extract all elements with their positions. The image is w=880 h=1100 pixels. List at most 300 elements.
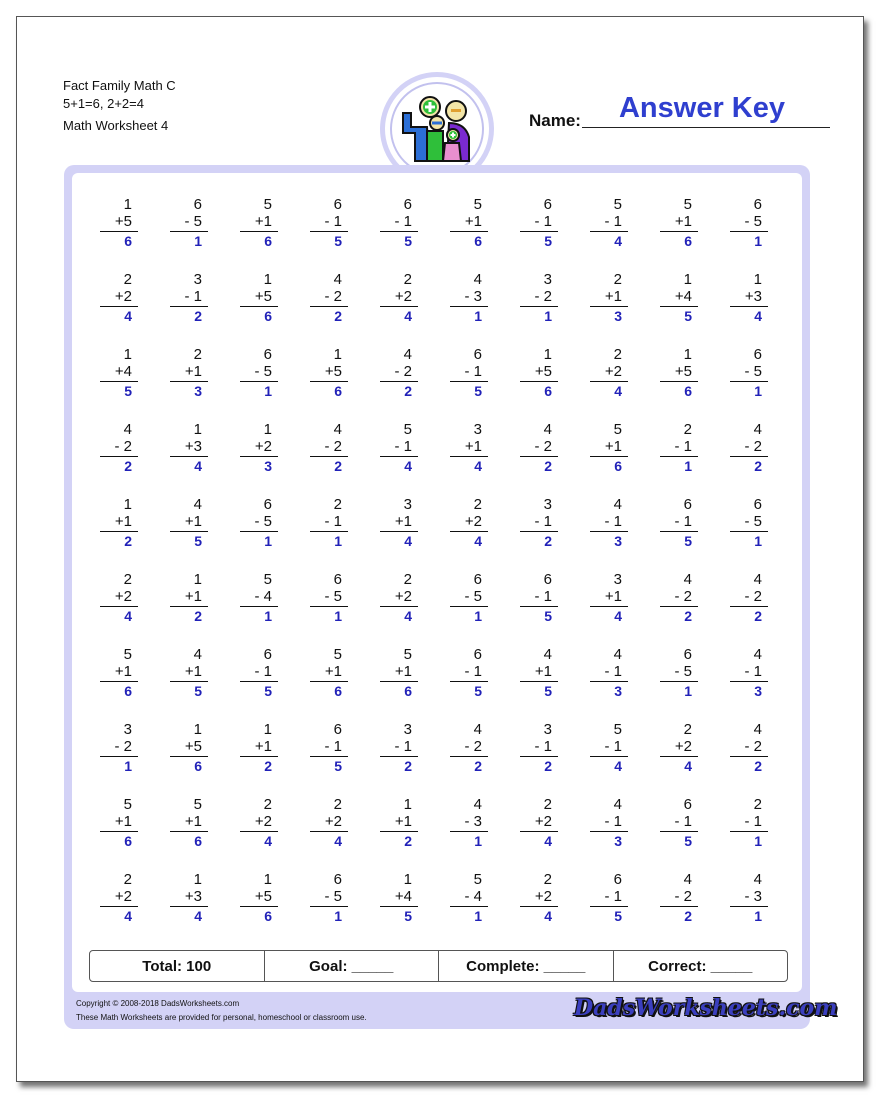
problem-answer: 6	[544, 383, 552, 399]
problem-top-number: 6	[753, 496, 762, 513]
answer-key-title: Answer Key	[618, 92, 785, 124]
math-problem	[236, 271, 282, 325]
math-problem	[236, 721, 282, 775]
math-problem	[446, 271, 492, 325]
problem-top-number: 6	[333, 871, 342, 888]
problem-operand: +4	[674, 288, 692, 305]
math-problem	[656, 421, 702, 475]
problem-answer: 1	[474, 308, 482, 324]
problem-top-number: 1	[403, 871, 412, 888]
problem-answer: 5	[614, 908, 622, 924]
problem-answer: 4	[264, 833, 272, 849]
problem-answer: 6	[264, 908, 272, 924]
problem-operand: +1	[184, 363, 202, 380]
problem-top-number: 6	[263, 496, 272, 513]
problem-answer: 1	[334, 608, 342, 624]
problem-operand: - 5	[254, 363, 272, 380]
problem-answer: 6	[194, 758, 202, 774]
problem-answer: 1	[754, 533, 762, 549]
problem-answer: 5	[544, 683, 552, 699]
problem-top-number: 4	[473, 796, 482, 813]
worksheet-title: Fact Family Math C	[63, 78, 176, 93]
problem-answer: 4	[404, 308, 412, 324]
problem-operand: +1	[604, 438, 622, 455]
problem-top-number: 3	[123, 721, 132, 738]
problem-answer: 2	[334, 308, 342, 324]
problem-operand: - 1	[324, 738, 342, 755]
math-problem	[376, 421, 422, 475]
problem-top-number: 5	[613, 196, 622, 213]
problem-top-number: 6	[333, 196, 342, 213]
problem-operand: - 5	[184, 213, 202, 230]
math-problem	[656, 796, 702, 850]
problem-operand: +2	[114, 288, 132, 305]
math-problem	[446, 421, 492, 475]
problem-operand: - 2	[534, 288, 552, 305]
problem-operand: - 3	[464, 813, 482, 830]
problem-operand: - 2	[674, 888, 692, 905]
math-problem	[586, 796, 632, 850]
problem-top-number: 6	[543, 571, 552, 588]
problem-top-number: 1	[263, 271, 272, 288]
problem-answer: 6	[684, 383, 692, 399]
math-problem	[306, 346, 352, 400]
problem-answer: 5	[334, 233, 342, 249]
problem-operand: - 4	[464, 888, 482, 905]
problem-answer: 2	[754, 458, 762, 474]
problem-top-number: 5	[683, 196, 692, 213]
math-problem	[516, 721, 562, 775]
problem-top-number: 5	[613, 721, 622, 738]
problem-answer: 2	[194, 308, 202, 324]
problem-answer: 6	[474, 233, 482, 249]
math-problem	[656, 646, 702, 700]
problem-answer: 6	[264, 308, 272, 324]
problem-top-number: 1	[263, 421, 272, 438]
problem-operand: - 2	[534, 438, 552, 455]
problem-answer: 4	[404, 533, 412, 549]
problem-top-number: 6	[753, 196, 762, 213]
problem-operand: +2	[114, 588, 132, 605]
math-problem	[236, 196, 282, 250]
math-problem	[726, 496, 772, 550]
problem-operand: +3	[744, 288, 762, 305]
math-problem	[96, 871, 142, 925]
problem-answer: 5	[684, 833, 692, 849]
math-problem	[166, 571, 212, 625]
problem-operand: - 2	[114, 738, 132, 755]
problem-top-number: 4	[753, 571, 762, 588]
math-problem	[306, 646, 352, 700]
math-problem	[586, 496, 632, 550]
problem-answer: 1	[544, 308, 552, 324]
problem-operand: +1	[184, 513, 202, 530]
problem-operand: +5	[184, 738, 202, 755]
worksheet-subtitle: 5+1=6, 2+2=4	[63, 96, 144, 111]
problem-operand: - 1	[674, 813, 692, 830]
problem-answer: 1	[264, 533, 272, 549]
problem-operand: +1	[114, 663, 132, 680]
problem-operand: - 1	[604, 813, 622, 830]
problem-operand: +1	[324, 663, 342, 680]
problem-top-number: 1	[193, 721, 202, 738]
problem-top-number: 2	[123, 571, 132, 588]
problem-operand: - 1	[534, 213, 552, 230]
problem-top-number: 6	[263, 646, 272, 663]
problem-top-number: 1	[683, 346, 692, 363]
problem-answer: 4	[124, 908, 132, 924]
problem-top-number: 5	[263, 571, 272, 588]
problem-top-number: 2	[753, 796, 762, 813]
math-problem	[586, 721, 632, 775]
problem-top-number: 3	[403, 496, 412, 513]
problem-answer: 5	[124, 383, 132, 399]
problem-answer: 1	[754, 833, 762, 849]
math-problem	[446, 346, 492, 400]
problem-operand: - 4	[254, 588, 272, 605]
problem-operand: - 1	[184, 288, 202, 305]
problem-top-number: 1	[123, 346, 132, 363]
problem-operand: - 3	[744, 888, 762, 905]
math-problem	[726, 346, 772, 400]
math-problem	[236, 646, 282, 700]
problem-operand: +1	[114, 513, 132, 530]
problem-answer: 1	[334, 908, 342, 924]
math-problem	[516, 496, 562, 550]
problem-top-number: 4	[753, 871, 762, 888]
problem-answer: 3	[614, 833, 622, 849]
problem-operand: - 1	[464, 363, 482, 380]
problem-answer: 5	[544, 608, 552, 624]
problem-top-number: 1	[193, 421, 202, 438]
math-problem	[516, 571, 562, 625]
math-problem	[726, 421, 772, 475]
problem-operand: - 1	[394, 738, 412, 755]
problem-answer: 4	[124, 608, 132, 624]
math-problem	[306, 421, 352, 475]
problem-operand: - 1	[604, 213, 622, 230]
problem-operand: - 2	[394, 363, 412, 380]
math-problem	[586, 421, 632, 475]
math-problem	[376, 796, 422, 850]
problem-answer: 6	[124, 833, 132, 849]
problem-answer: 5	[474, 683, 482, 699]
problem-operand: - 1	[674, 438, 692, 455]
math-problem	[236, 496, 282, 550]
problem-top-number: 1	[193, 871, 202, 888]
problem-operand: - 5	[674, 663, 692, 680]
math-problem	[726, 196, 772, 250]
math-problem	[446, 196, 492, 250]
problem-top-number: 2	[123, 871, 132, 888]
problem-top-number: 6	[473, 571, 482, 588]
problem-operand: - 1	[604, 738, 622, 755]
math-problem	[166, 646, 212, 700]
problem-operand: - 5	[324, 588, 342, 605]
problem-top-number: 5	[403, 421, 412, 438]
problem-answer: 6	[194, 833, 202, 849]
math-problem	[586, 646, 632, 700]
problem-top-number: 1	[263, 871, 272, 888]
problem-operand: - 1	[324, 213, 342, 230]
problem-operand: +2	[534, 888, 552, 905]
problem-operand: +5	[254, 888, 272, 905]
math-problem	[516, 421, 562, 475]
problem-operand: +1	[394, 513, 412, 530]
problem-top-number: 1	[333, 346, 342, 363]
math-problem	[96, 721, 142, 775]
problem-answer: 4	[614, 608, 622, 624]
problem-answer: 3	[194, 383, 202, 399]
problem-operand: - 1	[674, 513, 692, 530]
problem-operand: +1	[254, 213, 272, 230]
math-problem	[96, 571, 142, 625]
problem-operand: - 1	[534, 738, 552, 755]
math-problem	[236, 871, 282, 925]
problem-top-number: 5	[403, 646, 412, 663]
problem-answer: 6	[684, 233, 692, 249]
math-problem	[376, 721, 422, 775]
problem-top-number: 2	[683, 721, 692, 738]
problem-answer: 4	[684, 758, 692, 774]
problem-answer: 2	[124, 458, 132, 474]
problem-answer: 5	[474, 383, 482, 399]
math-problem	[376, 871, 422, 925]
problem-answer: 2	[334, 458, 342, 474]
problem-operand: - 2	[744, 588, 762, 605]
problem-answer: 2	[684, 908, 692, 924]
problem-operand: - 1	[534, 513, 552, 530]
problem-answer: 1	[474, 908, 482, 924]
problem-operand: +2	[254, 813, 272, 830]
problem-top-number: 6	[613, 871, 622, 888]
goal-field[interactable]: Goal: _____	[264, 951, 439, 981]
problem-top-number: 4	[753, 646, 762, 663]
problem-top-number: 4	[543, 646, 552, 663]
problem-operand: +1	[114, 813, 132, 830]
math-problem	[236, 421, 282, 475]
math-problem	[306, 571, 352, 625]
problem-top-number: 6	[753, 346, 762, 363]
math-problem	[236, 571, 282, 625]
copyright-text: Copyright © 2008-2018 DadsWorksheets.com	[76, 999, 240, 1008]
problem-operand: - 1	[464, 663, 482, 680]
problem-answer: 3	[614, 683, 622, 699]
problem-operand: - 1	[534, 588, 552, 605]
math-problem	[726, 646, 772, 700]
problem-top-number: 4	[753, 421, 762, 438]
math-problem	[656, 346, 702, 400]
problem-top-number: 3	[543, 271, 552, 288]
problem-operand: +2	[394, 588, 412, 605]
math-problem	[516, 271, 562, 325]
problem-operand: - 2	[464, 738, 482, 755]
problem-answer: 2	[124, 533, 132, 549]
problem-top-number: 1	[543, 346, 552, 363]
math-problem	[376, 571, 422, 625]
problem-operand: +5	[324, 363, 342, 380]
math-problem	[446, 871, 492, 925]
math-problem	[376, 496, 422, 550]
math-problem	[656, 496, 702, 550]
problem-operand: - 2	[744, 738, 762, 755]
math-problem	[446, 721, 492, 775]
problem-operand: - 5	[744, 513, 762, 530]
problem-operand: +2	[324, 813, 342, 830]
problem-top-number: 4	[753, 721, 762, 738]
problem-answer: 1	[684, 683, 692, 699]
worksheet-number: Math Worksheet 4	[63, 118, 169, 133]
math-problem	[516, 871, 562, 925]
problem-top-number: 1	[193, 571, 202, 588]
problem-top-number: 4	[683, 871, 692, 888]
problem-top-number: 2	[613, 271, 622, 288]
math-problem	[516, 646, 562, 700]
problem-top-number: 4	[403, 346, 412, 363]
name-label: Name:	[529, 111, 581, 130]
problem-answer: 2	[474, 758, 482, 774]
problem-top-number: 5	[123, 796, 132, 813]
problem-answer: 5	[194, 683, 202, 699]
problem-top-number: 6	[543, 196, 552, 213]
problem-answer: 2	[754, 608, 762, 624]
problem-top-number: 2	[263, 796, 272, 813]
problem-top-number: 4	[613, 646, 622, 663]
problem-answer: 3	[264, 458, 272, 474]
problem-top-number: 2	[403, 571, 412, 588]
math-problem	[376, 196, 422, 250]
problem-operand: - 1	[254, 663, 272, 680]
problem-answer: 1	[474, 608, 482, 624]
problem-operand: +2	[114, 888, 132, 905]
problem-operand: +3	[184, 888, 202, 905]
problem-operand: +1	[184, 588, 202, 605]
problem-top-number: 2	[333, 796, 342, 813]
problem-top-number: 6	[473, 346, 482, 363]
problem-operand: +1	[184, 663, 202, 680]
problem-top-number: 1	[403, 796, 412, 813]
problem-answer: 2	[684, 608, 692, 624]
problem-answer: 5	[684, 533, 692, 549]
math-problem	[726, 871, 772, 925]
math-problem	[236, 796, 282, 850]
math-problem	[446, 646, 492, 700]
problem-operand: +5	[254, 288, 272, 305]
math-problem	[656, 721, 702, 775]
problem-top-number: 6	[193, 196, 202, 213]
math-problem	[586, 196, 632, 250]
math-problem	[306, 796, 352, 850]
math-problem	[306, 496, 352, 550]
problem-answer: 2	[544, 533, 552, 549]
problem-top-number: 6	[683, 496, 692, 513]
problem-top-number: 4	[333, 421, 342, 438]
problem-answer: 6	[334, 683, 342, 699]
math-problem	[516, 196, 562, 250]
problem-answer: 1	[124, 758, 132, 774]
problem-top-number: 6	[683, 796, 692, 813]
problem-top-number: 2	[403, 271, 412, 288]
problem-answer: 1	[684, 458, 692, 474]
math-problem	[376, 271, 422, 325]
problem-answer: 5	[194, 533, 202, 549]
problem-top-number: 5	[263, 196, 272, 213]
problem-operand: +4	[394, 888, 412, 905]
problem-top-number: 1	[683, 271, 692, 288]
problem-top-number: 1	[263, 721, 272, 738]
problem-top-number: 2	[123, 271, 132, 288]
problem-operand: +1	[604, 288, 622, 305]
usage-note: These Math Worksheets are provided for personal, homeschool or classroom use.	[76, 1013, 367, 1022]
problem-top-number: 2	[473, 496, 482, 513]
problem-operand: - 1	[604, 513, 622, 530]
math-problem	[656, 571, 702, 625]
problem-answer: 2	[544, 458, 552, 474]
problem-top-number: 4	[613, 796, 622, 813]
problem-answer: 5	[544, 233, 552, 249]
total-count: Total: 100	[142, 957, 212, 975]
problem-answer: 6	[334, 383, 342, 399]
math-problem	[446, 796, 492, 850]
problem-operand: +1	[674, 213, 692, 230]
problem-operand: +1	[254, 738, 272, 755]
problem-answer: 6	[124, 683, 132, 699]
problem-answer: 3	[614, 308, 622, 324]
problem-answer: 2	[404, 758, 412, 774]
problem-answer: 2	[404, 833, 412, 849]
math-problem	[306, 271, 352, 325]
problem-operand: +5	[674, 363, 692, 380]
math-problem	[166, 421, 212, 475]
problem-top-number: 6	[333, 571, 342, 588]
math-problem	[516, 346, 562, 400]
problem-operand: - 1	[604, 888, 622, 905]
problem-answer: 5	[404, 233, 412, 249]
problem-answer: 1	[264, 608, 272, 624]
problem-operand: +2	[604, 363, 622, 380]
name-line	[582, 127, 830, 128]
problem-top-number: 2	[543, 871, 552, 888]
problem-top-number: 3	[613, 571, 622, 588]
math-problem	[586, 271, 632, 325]
problem-answer: 6	[404, 683, 412, 699]
complete-field[interactable]: Complete: _____	[438, 951, 613, 981]
math-problem	[236, 346, 282, 400]
problem-answer: 2	[264, 758, 272, 774]
problem-answer: 4	[404, 608, 412, 624]
problem-top-number: 3	[193, 271, 202, 288]
problem-top-number: 5	[473, 871, 482, 888]
problem-answer: 4	[544, 833, 552, 849]
correct-field[interactable]: Correct: _____	[613, 951, 788, 981]
math-problem	[656, 271, 702, 325]
math-problem	[446, 496, 492, 550]
problem-answer: 4	[614, 758, 622, 774]
problem-operand: +3	[184, 438, 202, 455]
problem-top-number: 1	[123, 496, 132, 513]
problem-top-number: 6	[403, 196, 412, 213]
problem-answer: 4	[334, 833, 342, 849]
problem-operand: - 1	[744, 813, 762, 830]
problem-answer: 2	[404, 383, 412, 399]
problem-answer: 4	[404, 458, 412, 474]
problem-top-number: 4	[613, 496, 622, 513]
problem-top-number: 5	[473, 196, 482, 213]
problem-answer: 1	[754, 908, 762, 924]
problem-operand: - 5	[464, 588, 482, 605]
problem-answer: 5	[334, 758, 342, 774]
problem-operand: - 5	[744, 213, 762, 230]
